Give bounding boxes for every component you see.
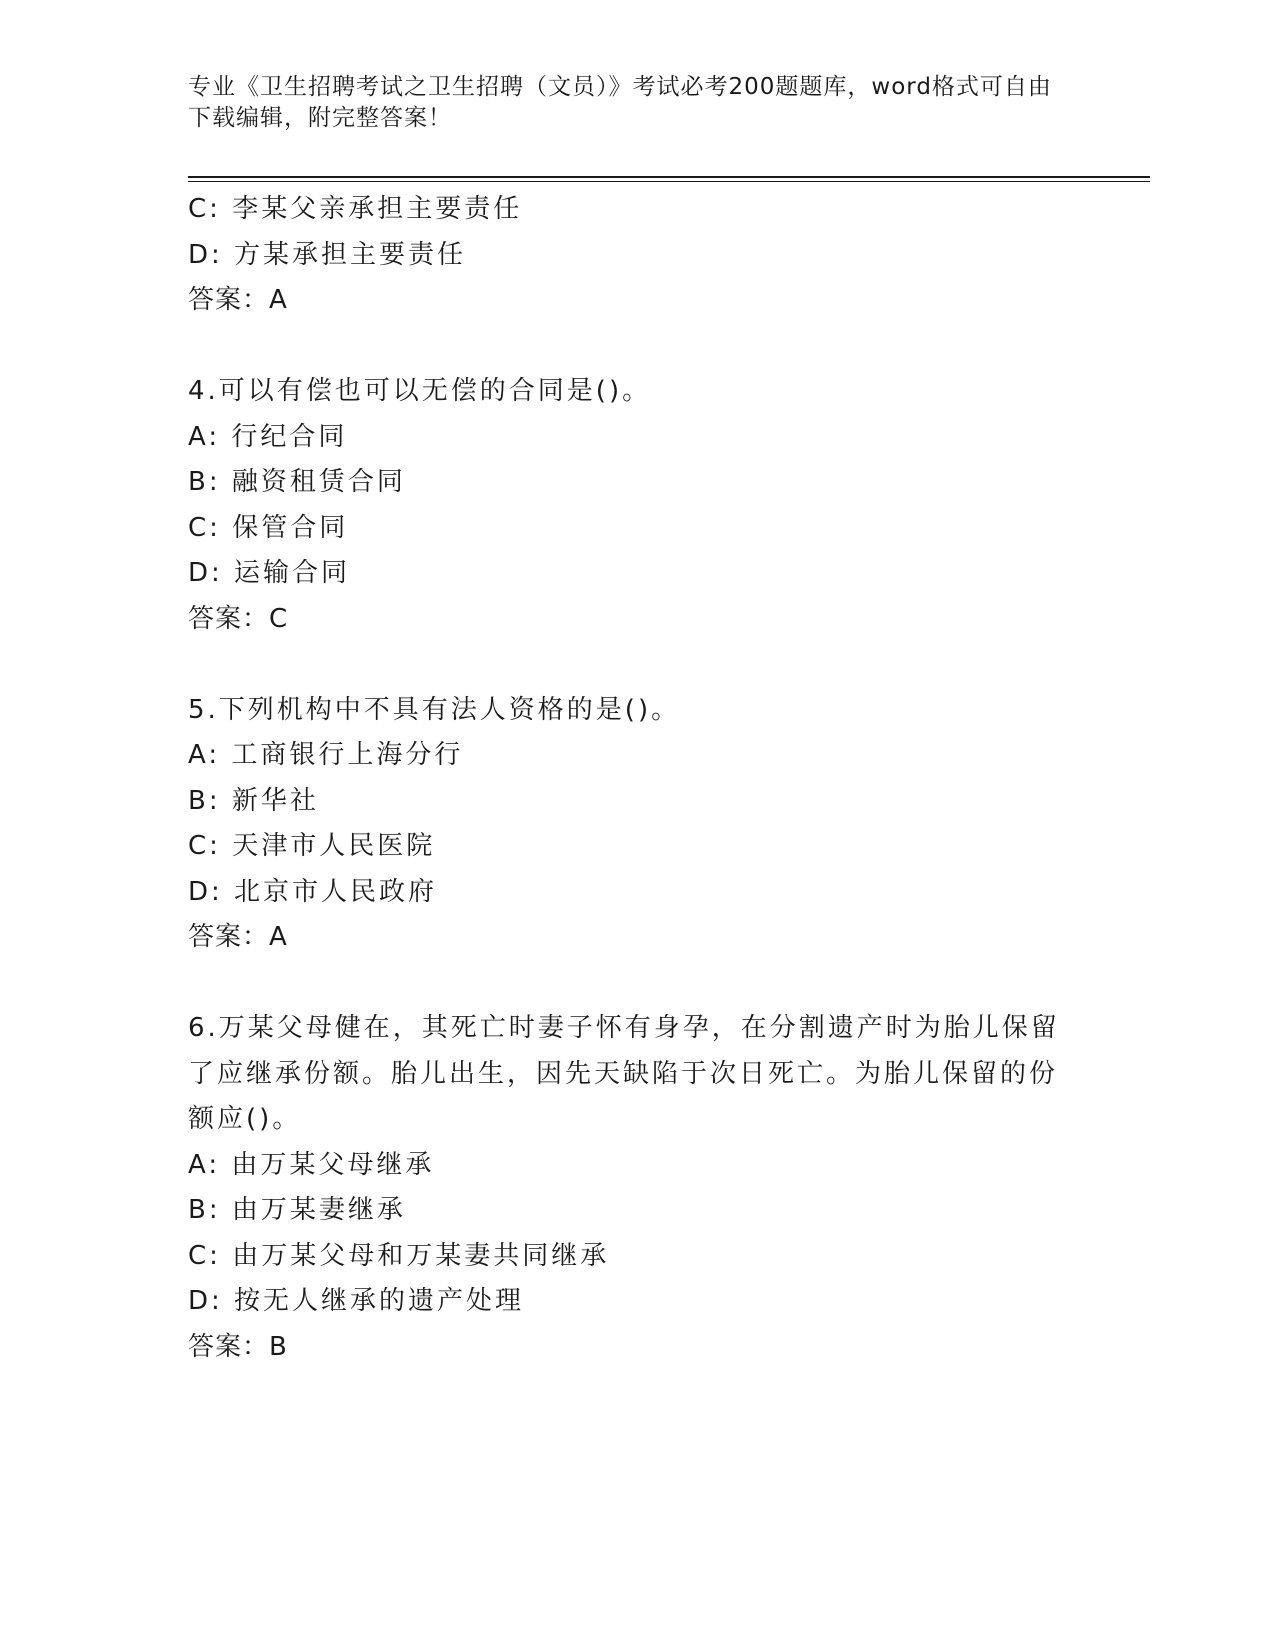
option-text: 融资租赁合同 <box>231 467 406 497</box>
document-header: 专业《卫生招聘考试之卫生招聘（文员）》考试必考200题题库，word格式可自由下载编辑，附完整答案！ <box>188 74 1052 131</box>
option-text: 行纪合同 <box>231 421 348 452</box>
option-text: 新华社 <box>231 785 319 816</box>
option-c <box>188 824 1068 870</box>
question-stem: 6.万某父母健在，其死亡时妻子怀有身孕，在分割遗产时为胎儿保留了应继承份额。胎儿出生，因先天缺陷于次日死亡。为胎儿保留的份额应()。 <box>188 1013 1060 1134</box>
question-4 <box>188 369 1068 642</box>
option-text: 李某父亲承担主要责任 <box>232 194 523 224</box>
option-text: 运输合同 <box>234 558 351 588</box>
option-label: B: <box>188 1195 221 1225</box>
option-a <box>188 733 1068 779</box>
question-3-continued <box>188 187 1068 324</box>
option-c <box>188 187 1068 233</box>
option-a <box>188 1143 1068 1189</box>
option-label: C: <box>188 194 221 224</box>
answer: 答案：B <box>188 1331 288 1362</box>
option-c <box>188 506 1068 552</box>
option-text: 由万某父母继承 <box>231 1149 435 1180</box>
question-6 <box>188 1006 1068 1370</box>
option-b <box>188 460 1068 506</box>
answer: 答案：C <box>188 603 289 634</box>
option-a <box>188 415 1068 461</box>
answer: 答案：A <box>188 285 288 315</box>
option-label: D: <box>188 876 223 907</box>
option-label: C: <box>188 512 221 543</box>
option-d <box>188 551 1068 597</box>
option-label: B: <box>188 467 221 497</box>
option-d <box>188 870 1068 916</box>
option-d <box>188 1279 1068 1325</box>
option-label: B: <box>188 785 221 816</box>
answer: 答案：A <box>188 922 288 952</box>
option-label: C: <box>188 831 221 861</box>
question-5 <box>188 688 1068 961</box>
option-label: C: <box>188 1240 221 1271</box>
option-label: D: <box>188 239 223 270</box>
option-label: A: <box>188 740 221 770</box>
option-text: 方某承担主要责任 <box>234 239 467 270</box>
option-d <box>188 233 1068 279</box>
option-b <box>188 779 1068 825</box>
option-c <box>188 1234 1068 1280</box>
option-text: 天津市人民医院 <box>232 831 436 861</box>
option-label: D: <box>188 558 223 588</box>
option-label: A: <box>188 1149 221 1180</box>
option-text: 按无人继承的遗产处理 <box>234 1286 525 1316</box>
option-label: A: <box>188 421 221 452</box>
option-text: 工商银行上海分行 <box>231 740 464 770</box>
header-divider-thick <box>188 176 1150 178</box>
option-b <box>188 1188 1068 1234</box>
option-text: 保管合同 <box>232 512 349 543</box>
question-list <box>188 187 1068 1370</box>
option-text: 由万某父母和万某妻共同继承 <box>232 1240 610 1271</box>
option-label: D: <box>188 1286 223 1316</box>
header-divider-thin <box>188 181 1150 182</box>
option-text: 北京市人民政府 <box>234 876 438 907</box>
option-text: 由万某妻继承 <box>231 1195 406 1225</box>
question-stem: 5.下列机构中不具有法人资格的是()。 <box>188 694 681 725</box>
question-stem: 4.可以有偿也可以无偿的合同是()。 <box>188 376 652 406</box>
